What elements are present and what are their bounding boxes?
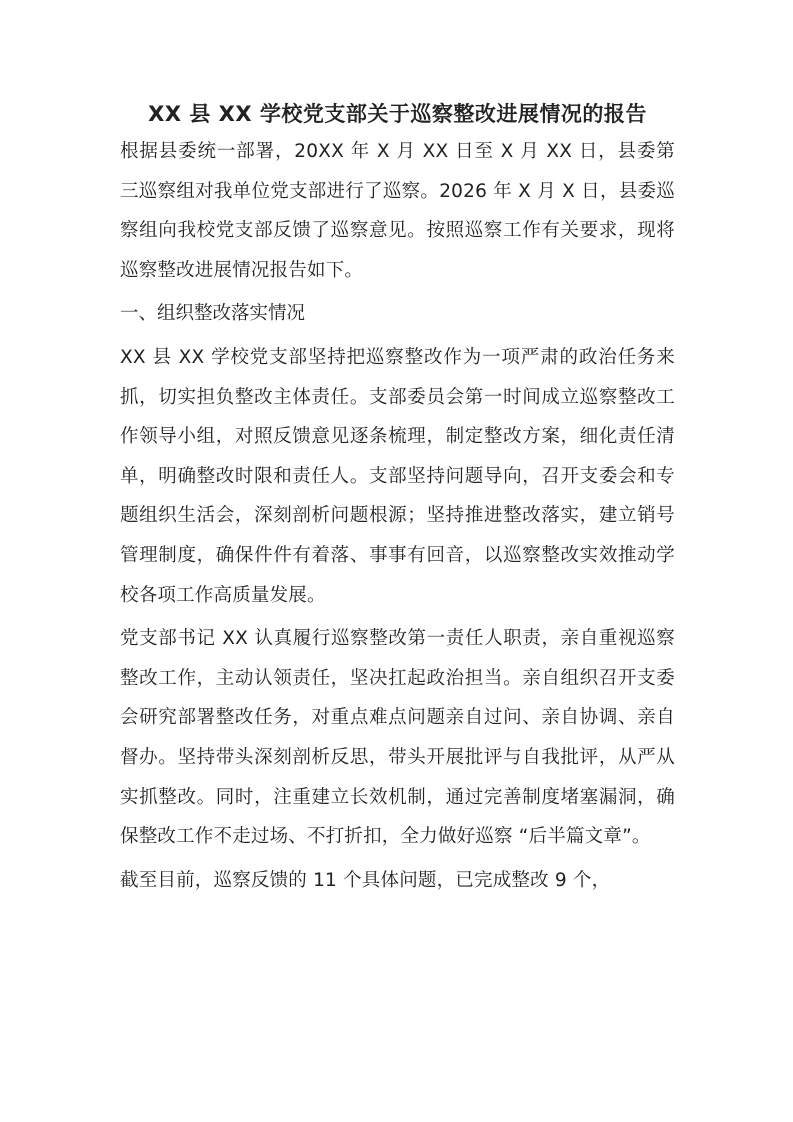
body-paragraph-2: 党支部书记 XX 认真履行巡察整改第一责任人职责，亲自重视巡察整改工作，主动认领责任，坚决扛起政治担当。亲自组织召开支委会研究部署整改任务，对重点难点问题亲自过问、亲自协调、亲自督办。坚持带头深刻剖析反思，带头开展批评与自我批评，从严从实抓整改。同时，注重建立长效机制，通过完善制度堵塞漏洞，确保整改工作不走过场、不打折扣，全力做好巡察 “后半篇文章”。 [120,628,675,848]
section-heading: 一、组织整改落实情况 [120,303,306,325]
intro-paragraph: 根据县委统一部署，20XX 年 X 月 XX 日至 X 月 XX 日，县委第三巡察组对我单位党支部进行了巡察。2026 年 X 月 X 日，县委巡察组向我校党支部反馈了巡察意见。按照巡察工作有关要求，现将巡察整改进展情况报告如下。 [120,141,675,281]
document-title: XX 县 XX 学校党支部关于巡察整改进展情况的报告 [148,102,647,126]
document-page [120,96,675,900]
body-paragraph-1: XX 县 XX 学校党支部坚持把巡察整改作为一项严肃的政治任务来抓，切实担负整改主体责任。支部委员会第一时间成立巡察整改工作领导小组，对照反馈意见逐条梳理，制定整改方案，细化责任清单，明确整改时限和责任人。支部坚持问题导向，召开支委会和专题组织生活会，深刻剖析问题根源；坚持推进整改落实，建立销号管理制度，确保件件有着落、事事有回音，以巡察整改实效推动学校各项工作高质量发展。 [120,346,675,606]
body-paragraph-3: 截至目前，巡察反馈的 11 个具体问题，已完成整改 9 个， [120,869,611,891]
